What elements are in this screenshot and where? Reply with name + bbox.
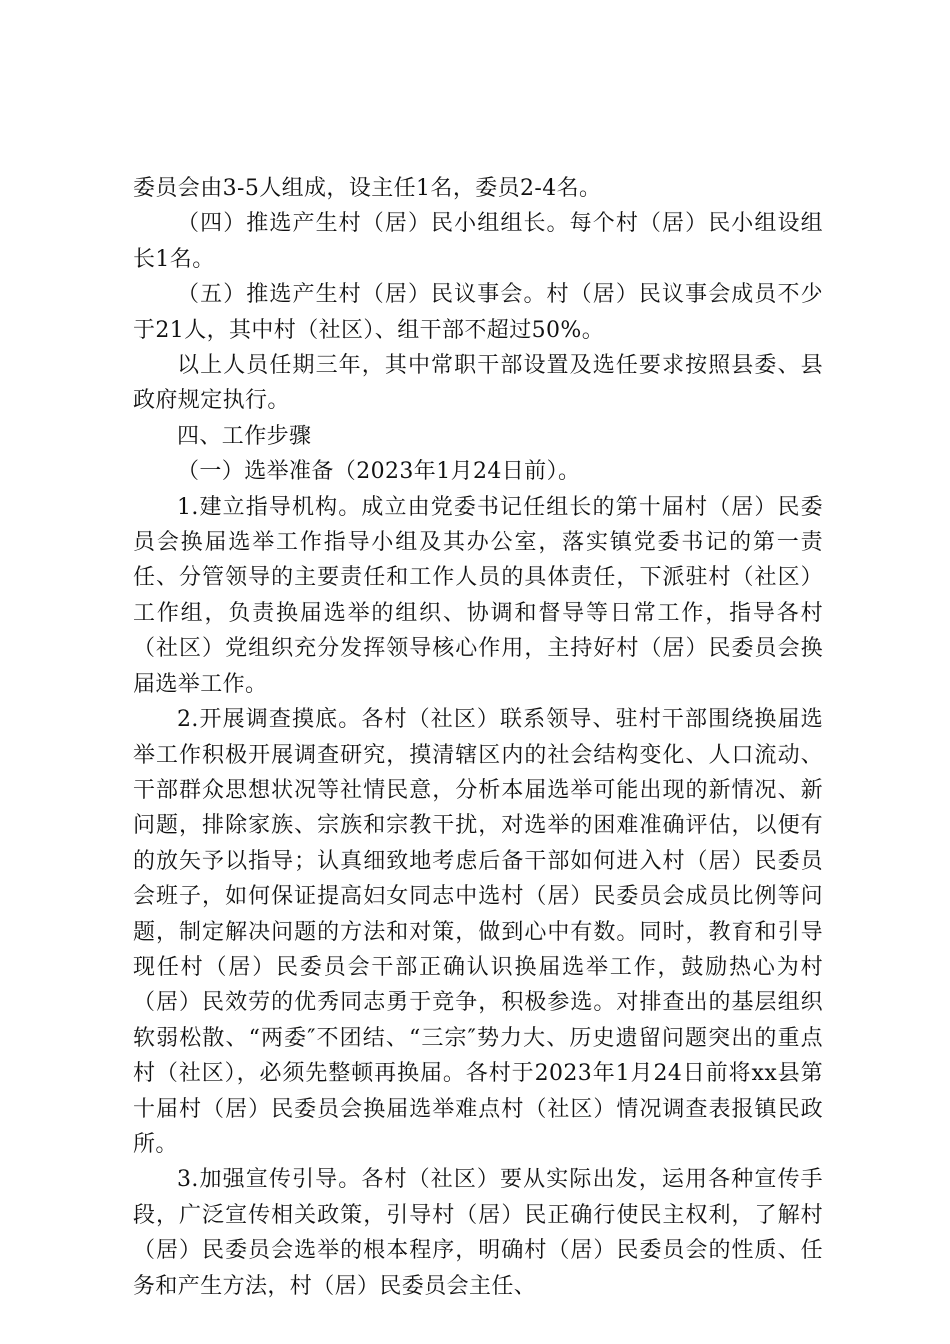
document-page (133, 171, 823, 1304)
paragraph-investigation: 2.开展调查摸底。各村（社区）联系领导、驻村干部围绕换届选举工作积极开展调查研究，摸清辖区内的社会结构变化、人口流动、干部群众思想状况等社情民意，分析本届选举可能出现的新情况、新问题，排除家族、宗族和宗教干扰，对选举的困难准确评估，以便有的放矢予以指导；认真细致地考虑后备干部如何进入村（居）民委员会班子，如何保证提高妇女同志中选村（居）民委员会成员比例等问题，制定解决问题的方法和对策，做到心中有数。同时，教育和引导现任村（居）民委员会干部正确认识换届选举工作，鼓励热心为村（居）民效劳的优秀同志勇于竞争，积极参选。对排查出的基层组织软弱松散、“两委″不团结、“三宗″势力大、历史遗留问题突出的重点村（社区），必须先整顿再换届。各村于2023年1月24日前将xx县第十届村（居）民委员会换届选举难点村（社区）情况调查表报镇民政所。 (133, 707, 823, 1157)
paragraph-guidance-body: 1.建立指导机构。成立由党委书记任组长的第十届村（居）民委员会换届选举工作指导小组及其办公室，落实镇党委书记的第一责任、分管领导的主要责任和工作人员的具体责任，下派驻村（社区）工作组，负责换届选举的组织、协调和督导等日常工作，指导各村（社区）党组织充分发挥领导核心作用，主持好村（居）民委员会换届选举工作。 (133, 494, 823, 697)
paragraph-committee-composition: 委员会由3-5人组成，设主任1名，委员2-4名。 (133, 176, 602, 201)
section-heading-work-steps: 四、工作步骤 (177, 423, 312, 449)
paragraph-publicity: 3.加强宣传引导。各村（社区）要从实际出发，运用各种宣传手段，广泛宣传相关政策，引导村（居）民正确行使民主权利，了解村（居）民委员会选举的根本程序，明确村（居）民委员会的性质、任务和产生方法，村（居）民委员会主任、 (133, 1167, 823, 1299)
subsection-heading-election-prep: （一）选举准备（2023年1月24日前）。 (177, 459, 581, 485)
paragraph-term: 以上人员任期三年，其中常职干部设置及选任要求按照县委、县政府规定执行。 (133, 353, 823, 414)
paragraph-council: （五）推选产生村（居）民议事会。村（居）民议事会成员不少于21人，其中村（社区）、组干部不超过50%。 (133, 282, 823, 343)
paragraph-group-leader: （四）推选产生村（居）民小组组长。每个村（居）民小组设组长1名。 (133, 211, 823, 272)
